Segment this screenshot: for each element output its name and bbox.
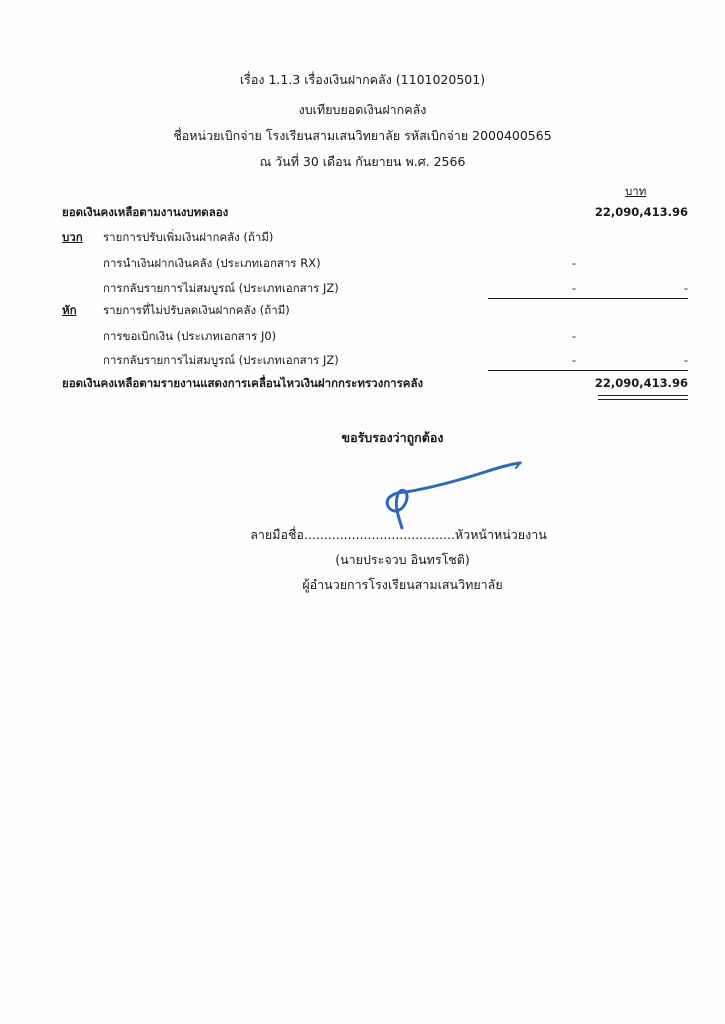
signature-line: ลายมือชื่อ......................................หัวหน้าหน่วยงาน <box>250 527 547 542</box>
add-item-label: การนำเงินฝากเงินคลัง (ประเภทเอกสาร RX) <box>103 256 321 270</box>
add-section-total: - <box>683 281 688 295</box>
disbursement-unit: ชื่อหน่วยเบิกจ่าย โรงเรียนสามเสนวิทยาลัย รหัสเบิกจ่าย 2000400565 <box>173 128 552 143</box>
add-section-label: บวก <box>62 230 83 244</box>
add-section-rule <box>488 298 688 299</box>
statement-date: ณ วันที่ 30 เดือน กันยายน พ.ศ. 2566 <box>259 154 466 169</box>
add-item-label: การกลับรายการไม่สมบูรณ์ (ประเภทเอกสาร JZ) <box>103 281 339 295</box>
add-item-amount: - <box>571 256 576 270</box>
closing-double-rule <box>598 395 688 400</box>
less-section-title: รายการที่ไม่ปรับลดเงินฝากคลัง (ถ้ามี) <box>103 303 290 317</box>
less-section-label: หัก <box>62 303 77 317</box>
document-subject: เรื่อง 1.1.3 เรื่องเงินฝากคลัง (1101020501) <box>239 72 486 87</box>
less-section-total: - <box>683 353 688 367</box>
opening-balance-label: ยอดเงินคงเหลือตามงานงบทดลอง <box>62 205 229 219</box>
document-title: งบเทียบยอดเงินฝากคลัง <box>298 102 427 117</box>
opening-balance-value: 22,090,413.96 <box>594 205 688 219</box>
less-item-amount: - <box>571 329 576 343</box>
less-item-label: การกลับรายการไม่สมบูรณ์ (ประเภทเอกสาร JZ) <box>103 353 339 367</box>
currency-label: บาท <box>625 184 647 198</box>
signature-icon <box>380 458 530 533</box>
closing-balance-label: ยอดเงินคงเหลือตามรายงานแสดงการเคลื่อนไหวเงินฝากกระทรวงการคลัง <box>62 376 424 390</box>
closing-balance-value: 22,090,413.96 <box>594 376 688 390</box>
signer-name: (นายประจวบ อินทรโชติ) <box>335 552 470 567</box>
less-item-amount: - <box>571 353 576 367</box>
add-item-amount: - <box>571 281 576 295</box>
less-section-rule <box>488 370 688 371</box>
signer-position: ผู้อำนวยการโรงเรียนสามเสนวิทยาลัย <box>302 577 503 592</box>
add-section-title: รายการปรับเพิ่มเงินฝากคลัง (ถ้ามี) <box>103 230 274 244</box>
certification-text: ขอรับรองว่าถูกต้อง <box>341 430 444 445</box>
less-item-label: การขอเบิกเงิน (ประเภทเอกสาร J0) <box>103 329 277 343</box>
